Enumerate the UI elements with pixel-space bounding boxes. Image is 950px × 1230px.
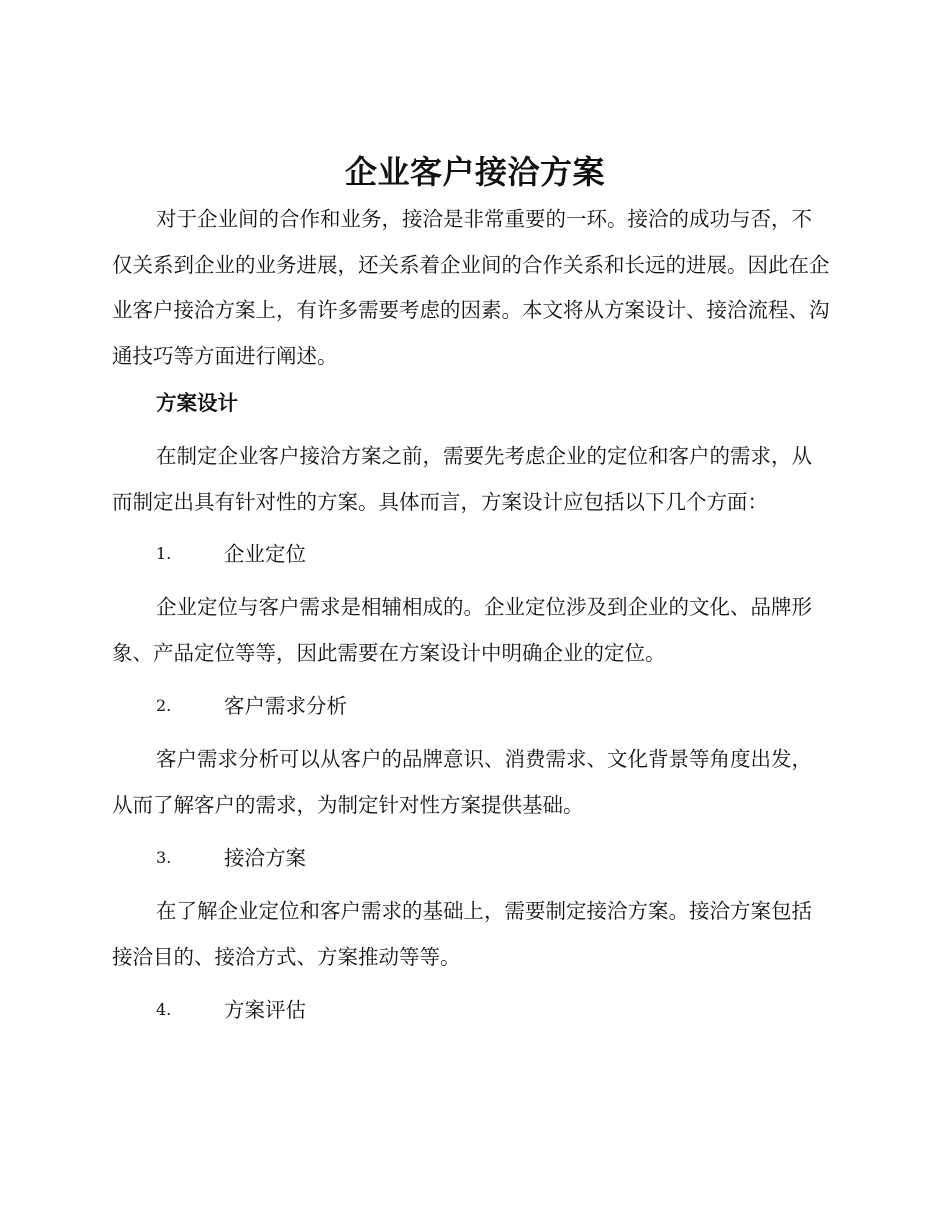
section-intro-paragraph: 在制定企业客户接洽方案之前，需要先考虑企业的定位和客户的需求，从而制定出具有针对性的方案。具体而言，方案设计应包括以下几个方面： — [112, 444, 812, 514]
intro-paragraph: 对于企业间的合作和业务，接洽是非常重要的一环。接洽的成功与否，不仅关系到企业的业务进展，还关系着企业间的合作关系和长远的进展。因此在企业客户接洽方案上，有许多需要考虑的因素。本文将从方案设计、接洽流程、沟通技巧等方面进行阐述。 — [112, 207, 830, 368]
list-number: 4. — [156, 1000, 172, 1019]
list-label: 企业定位 — [224, 542, 306, 566]
list-label: 客户需求分析 — [224, 694, 347, 718]
list-item-2-paragraph: 客户需求分析可以从客户的品牌意识、消费需求、文化背景等角度出发，从而了解客户的需求，为制定针对性方案提供基础。 — [112, 747, 812, 817]
list-number: 3. — [156, 848, 172, 867]
list-label: 方案评估 — [224, 998, 306, 1022]
list-number: 2. — [156, 696, 172, 715]
list-item-3-paragraph: 在了解企业定位和客户需求的基础上，需要制定接洽方案。接洽方案包括接洽目的、接洽方式、方案推动等等。 — [112, 899, 812, 969]
document-title: 企业客户接洽方案 — [344, 153, 605, 191]
list-label: 接洽方案 — [224, 846, 306, 870]
list-item-1-paragraph: 企业定位与客户需求是相辅相成的。企业定位涉及到企业的文化、品牌形象、产品定位等等，因此需要在方案设计中明确企业的定位。 — [112, 595, 812, 665]
section-heading: 方案设计 — [156, 391, 238, 415]
list-number: 1. — [156, 544, 172, 563]
